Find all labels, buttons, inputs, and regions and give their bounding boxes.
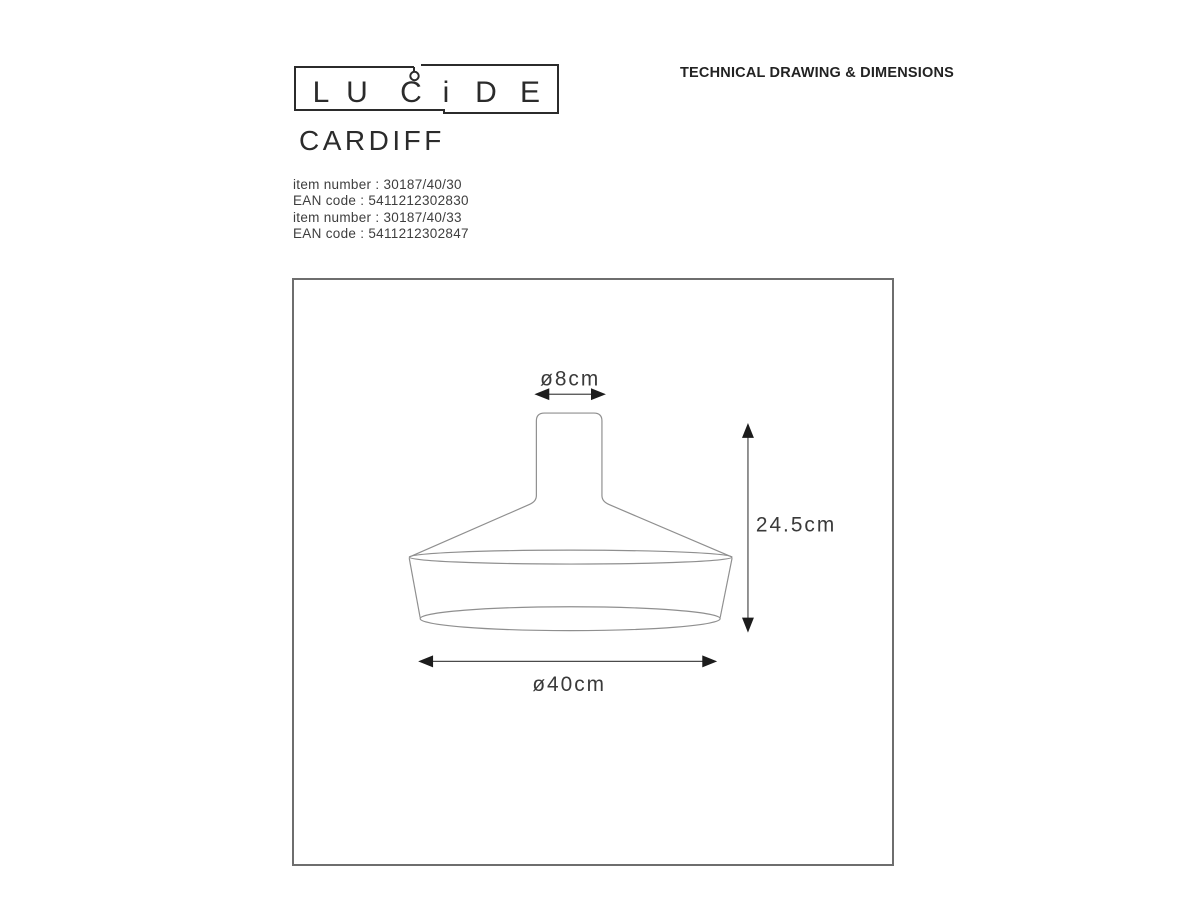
document-title: TECHNICAL DRAWING & DIMENSIONS	[680, 65, 954, 81]
lamp-side-right	[720, 558, 732, 618]
logo-letter: L	[312, 76, 330, 109]
lamp-bottom-rim	[420, 607, 720, 631]
logo-letter: E	[519, 76, 541, 109]
technical-drawing	[294, 280, 892, 864]
arrow-right-icon	[702, 655, 717, 667]
bottom-diameter-label: ø40cm	[532, 673, 606, 697]
logo-letter: i	[442, 76, 450, 109]
arrow-left-icon	[418, 655, 433, 667]
height-label: 24.5cm	[755, 513, 837, 537]
lamp-cone-left	[409, 496, 536, 558]
top-diameter-label: ø8cm	[540, 367, 601, 391]
arrow-down-icon	[742, 618, 754, 633]
logo-letter: C	[400, 76, 422, 109]
ean-code-line: EAN code : 5411212302830	[293, 193, 469, 209]
lamp-top-rim	[409, 550, 732, 564]
product-name: CARDIFF	[299, 125, 445, 156]
lucide-logo	[293, 62, 561, 118]
technical-drawing-frame	[292, 278, 894, 866]
logo-frame	[295, 65, 558, 113]
item-number-line: item number : 30187/40/30	[293, 177, 462, 192]
logo-letter: D	[475, 76, 497, 109]
ean-code-line: EAN code : 5411212302847	[293, 225, 469, 241]
item-number-line: item number : 30187/40/33	[293, 209, 462, 225]
lamp-side-left	[409, 558, 420, 618]
logo-letter: U	[346, 76, 368, 109]
lamp-cone-right	[602, 496, 732, 558]
product-info-block	[293, 177, 469, 242]
arrow-up-icon	[742, 423, 754, 438]
lamp-canopy-outline	[536, 413, 602, 495]
